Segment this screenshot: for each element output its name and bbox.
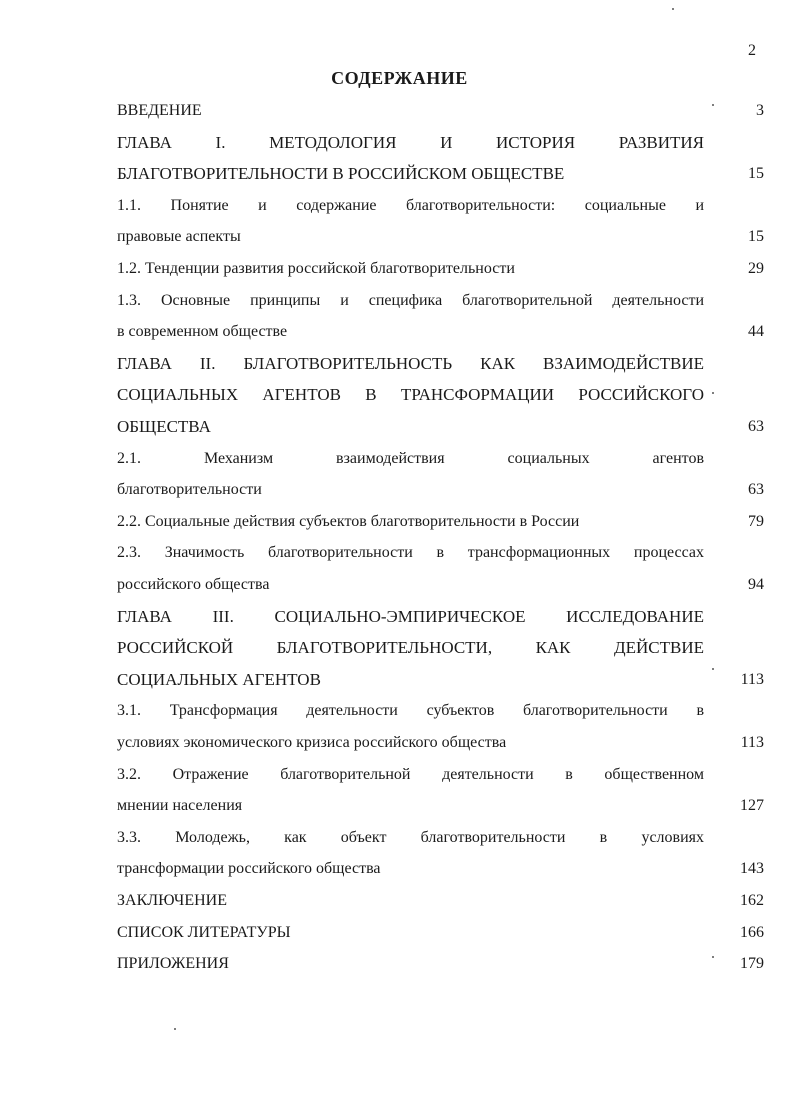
- toc-entry: [117, 765, 767, 828]
- toc-entry-text: СОЦИАЛЬНЫХ АГЕНТОВ: [117, 669, 321, 689]
- toc-entry-text: условиях экономического кризиса российского общества: [117, 733, 507, 751]
- toc-entry: [117, 354, 767, 449]
- toc-entry-text: СОЦИАЛЬНЫХ АГЕНТОВ В ТРАНСФОРМАЦИИ РОССИЙСКОГО: [117, 385, 704, 405]
- toc-entry-text: 2.3. Значимость благотворительности в трансформационных процессах: [117, 544, 704, 562]
- toc-entry: [117, 543, 767, 606]
- toc-entry-text: ВВЕДЕНИЕ: [117, 102, 202, 119]
- toc-page-number: 3: [756, 102, 764, 119]
- toc-entry: [117, 101, 767, 133]
- toc-page-number: 166: [740, 923, 764, 941]
- toc-page-number: 44: [748, 323, 764, 341]
- toc-entry: [117, 259, 767, 291]
- toc-entry-text: трансформации российского общества: [117, 860, 381, 878]
- toc-page-number: 15: [748, 165, 764, 183]
- toc-entry-text: СПИСОК ЛИТЕРАТУРЫ: [117, 923, 291, 941]
- toc-page-number: 113: [740, 733, 764, 751]
- toc-entry: [117, 828, 767, 891]
- toc-entry-text: ГЛАВА III. СОЦИАЛЬНО-ЭМПИРИЧЕСКОЕ ИССЛЕДОВАНИЕ: [117, 606, 704, 626]
- scan-speck: [672, 8, 674, 10]
- toc-entry-text: ГЛАВА I. МЕТОДОЛОГИЯ И ИСТОРИЯ РАЗВИТИЯ: [117, 132, 704, 152]
- toc-entry: [117, 196, 767, 259]
- page-title: СОДЕРЖАНИЕ: [331, 68, 468, 88]
- toc-entry-text: 1.3. Основные принципы и специфика благотворительной деятельности: [117, 291, 704, 309]
- toc-entry-text: правовые аспекты: [117, 228, 241, 246]
- toc-entry: [117, 701, 767, 764]
- toc-entry-text: РОССИЙСКОЙ БЛАГОТВОРИТЕЛЬНОСТИ, КАК ДЕЙСТВИЕ: [117, 638, 704, 658]
- toc-entry: [117, 891, 767, 923]
- toc-entry-text: ОБЩЕСТВА: [117, 416, 211, 436]
- toc-entry-text: 1.1. Понятие и содержание благотворительности: социальные и: [117, 196, 704, 214]
- toc-page-number: 113: [740, 670, 764, 688]
- toc-entry-text: мнении населения: [117, 797, 243, 815]
- toc-entry: [117, 133, 767, 196]
- toc-page-number: 63: [748, 481, 764, 499]
- toc-entry: [117, 449, 767, 512]
- toc-entry-text: 1.2. Тенденции развития российской благотворительности: [117, 260, 515, 277]
- scan-speck: [712, 392, 714, 394]
- toc-entry-text: благотворительности: [117, 481, 262, 499]
- toc-page-number: 15: [748, 228, 764, 246]
- toc-page-number: 127: [740, 797, 764, 815]
- toc-entry-text: в современном обществе: [117, 323, 288, 341]
- toc-entry-text: российского общества: [117, 575, 270, 593]
- toc-entry-text: 3.2. Отражение благотворительной деятельности в общественном: [117, 765, 704, 783]
- toc-page-number: 179: [740, 955, 764, 973]
- toc-entry-text: ЗАКЛЮЧЕНИЕ: [117, 892, 227, 909]
- toc-page-number: 29: [748, 260, 764, 277]
- toc-entry-text: ПРИЛОЖЕНИЯ: [117, 955, 229, 973]
- toc-entry-text: ГЛАВА II. БЛАГОТВОРИТЕЛЬНОСТЬ КАК ВЗАИМОДЕЙСТВИЕ: [117, 353, 704, 373]
- toc-entry: [117, 923, 767, 955]
- scan-speck: [712, 104, 714, 106]
- toc-entry-text: 2.2. Социальные действия субъектов благотворительности в России: [117, 512, 580, 530]
- toc-entry-text: 3.3. Молодежь, как объект благотворительности в условиях: [117, 828, 704, 846]
- page-number: 2: [748, 42, 756, 59]
- toc-page-number: 162: [740, 892, 764, 909]
- toc-entry: [117, 291, 767, 354]
- toc-entry: [117, 512, 767, 544]
- toc-page-number: 79: [748, 512, 764, 530]
- toc-entry-text: БЛАГОТВОРИТЕЛЬНОСТИ В РОССИЙСКОМ ОБЩЕСТВЕ: [117, 164, 565, 184]
- toc-entry: [117, 607, 767, 702]
- toc-entry-text: 2.1. Механизм взаимодействия социальных агентов: [117, 449, 704, 467]
- toc-entry: [117, 954, 767, 986]
- scan-speck: [174, 1028, 176, 1030]
- scan-speck: [712, 668, 714, 670]
- scan-speck: [712, 956, 714, 958]
- toc-page-number: 143: [740, 860, 764, 878]
- toc-page-number: 63: [748, 417, 764, 435]
- toc-page-number: 94: [748, 575, 764, 593]
- toc-entry-text: 3.1. Трансформация деятельности субъектов благотворительности в: [117, 702, 704, 720]
